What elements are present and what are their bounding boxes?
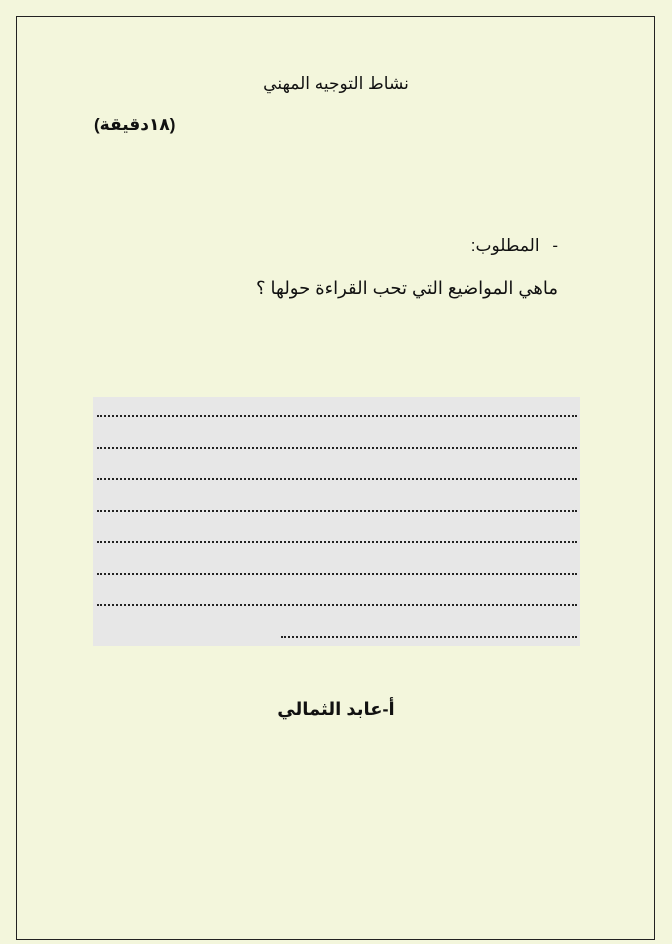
question-text: ماهي المواضيع التي تحب القراءة حولها ؟ <box>255 278 558 298</box>
page-title: نشاط التوجيه المهني <box>263 74 409 93</box>
answer-line <box>97 468 577 480</box>
required-dash: - <box>552 236 558 255</box>
answer-line <box>97 563 577 575</box>
answer-line <box>97 531 577 543</box>
required-heading <box>471 236 558 256</box>
required-label: المطلوب: <box>470 236 540 255</box>
answer-line <box>97 405 577 417</box>
answer-line <box>97 594 577 606</box>
duration-label: (١٨دقيقة) <box>94 115 176 134</box>
author-signature: أ-عابد الثمالي <box>277 699 395 719</box>
answer-line <box>97 500 577 512</box>
answer-line <box>97 437 577 449</box>
answer-area <box>93 397 580 646</box>
answer-line <box>281 626 577 638</box>
